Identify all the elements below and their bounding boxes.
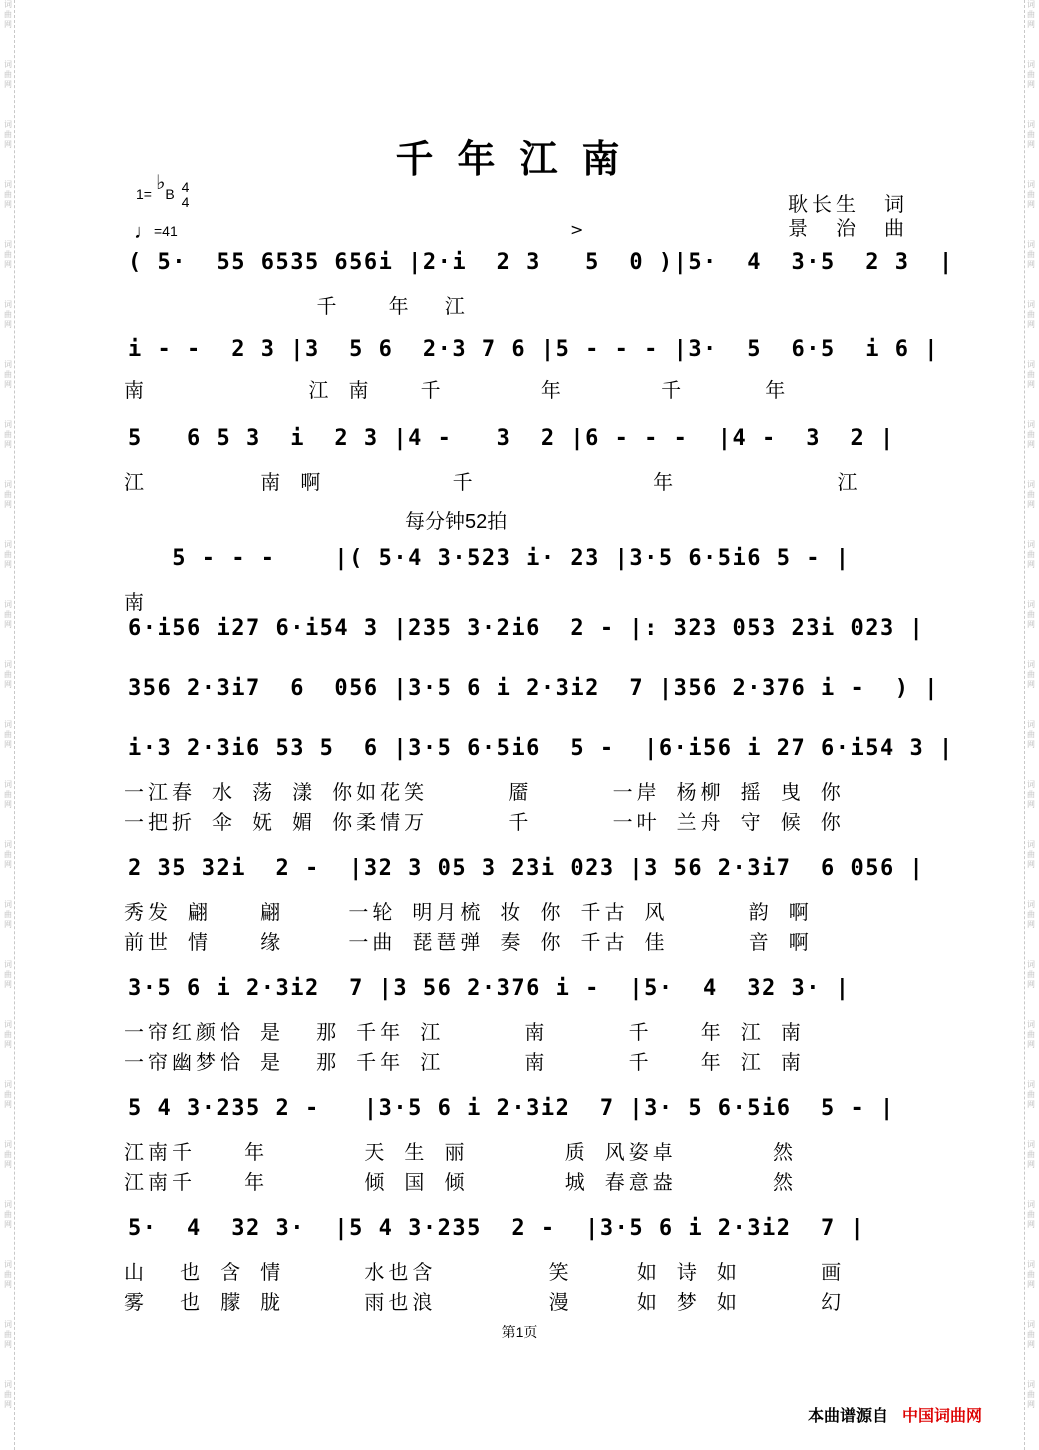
time-unit: 4 [181, 194, 190, 211]
lyric-line: 江 南 啊 千 年 江 [124, 470, 862, 494]
watermark-text: 词 曲 网 [4, 120, 12, 149]
watermark-text: 词 曲 网 [4, 660, 12, 689]
watermark-text: 词 曲 网 [4, 1080, 12, 1109]
lyric-line: 一把折 伞 妩 媚 你柔情万 千 一叶 兰舟 守 候 你 [124, 810, 845, 834]
tempo-marking [134, 219, 178, 242]
watermark-text: 词 曲 网 [1027, 540, 1035, 569]
watermark-text: 词 曲 网 [4, 1020, 12, 1049]
score-system [128, 426, 948, 466]
watermark-text: 词 曲 网 [1027, 600, 1035, 629]
quarter-note-icon: ♩ [134, 221, 154, 243]
score-system [128, 676, 948, 716]
tempo-value: =41 [154, 223, 178, 239]
lyric-line: 南 江 南 千 年 千 年 [124, 378, 790, 402]
lyric-line: 秀发 翩 翩 一轮 明月梳 妆 你 千古 风 韵 啊 [124, 900, 813, 924]
watermark-text: 词 曲 网 [4, 1140, 12, 1169]
watermark-text: 词 曲 网 [4, 1260, 12, 1289]
notation-line: 3·5 6 i 2·3i2 7 |3 56 2·376 i - |5· 4 32 3· | [128, 976, 851, 1001]
tempo-change: 每分钟52拍 [405, 511, 508, 533]
watermark-text: 词 曲 网 [1027, 480, 1035, 509]
watermark-text: 词 曲 网 [1027, 300, 1035, 329]
watermark-text: 词 曲 网 [1027, 420, 1035, 449]
notation-line: 6·i56 i27 6·i54 3 |235 3·2i6 2 - |: 323 053 23i 023 | [128, 616, 925, 641]
score-system [128, 736, 954, 776]
watermark-text: 词 曲 网 [4, 480, 12, 509]
watermark-text: 词 曲 网 [1027, 1140, 1035, 1169]
watermark-text: 词 曲 网 [1027, 960, 1035, 989]
notation-line: 5 6 5 3 i 2 3 |4 - 3 2 |6 - - - |4 - 3 2 | [128, 426, 895, 451]
notation-line: 5 4 3·235 2 - |3·5 6 i 2·3i2 7 |3· 5 6·5i6 5 - | [128, 1096, 895, 1121]
watermark-text: 词 曲 网 [4, 180, 12, 209]
watermark-text: 词 曲 网 [1027, 1080, 1035, 1109]
watermark-text: 词 曲 网 [4, 300, 12, 329]
lyric-line: 一帘红颜恰 是 那 千年 江 南 千 年 江 南 [124, 1020, 805, 1044]
source-brand[interactable]: 中国词曲网 [902, 1408, 983, 1425]
watermark-text: 词 曲 网 [4, 840, 12, 869]
watermark-text: 词 曲 网 [4, 720, 12, 749]
source-credit [808, 1403, 982, 1426]
lyric-line: 雾 也 朦 胧 雨也浪 漫 如 梦 如 幻 [124, 1290, 846, 1314]
watermark-text: 词 曲 网 [1027, 1200, 1035, 1229]
watermark-text: 词 曲 网 [1027, 1380, 1035, 1409]
score-system [128, 250, 954, 290]
watermark-text: 词 曲 网 [4, 960, 12, 989]
watermark-text: 词 曲 网 [1027, 120, 1035, 149]
watermark-text: 词 曲 网 [4, 540, 12, 569]
lyricist-credit: 耿长生 词 [788, 194, 908, 216]
watermark-text: 词 曲 网 [1027, 0, 1035, 29]
score-system [128, 1216, 948, 1256]
lyric-line: 一帘幽梦恰 是 那 千年 江 南 千 年 江 南 [124, 1050, 805, 1074]
notation-line: i - - 2 3 |3 5 6 2·3 7 6 |5 - - - |3· 5 6·5 i 6 | [128, 337, 939, 362]
watermark-text: 词 曲 网 [4, 1200, 12, 1229]
watermark-text: 词 曲 网 [4, 240, 12, 269]
watermark-text: 词 曲 网 [4, 420, 12, 449]
watermark-text: 词 曲 网 [1027, 1020, 1035, 1049]
score-system [128, 976, 948, 1016]
page-number: 第1页 [501, 1324, 538, 1340]
source-label: 本曲谱源自 [808, 1408, 889, 1425]
flat-icon: ♭ [155, 172, 166, 194]
notation-line: 2 35 32i 2 - |32 3 05 3 23i 023 |3 56 2·3i7 6 056 | [128, 856, 925, 881]
time-beats: 4 [181, 179, 190, 196]
notation-line: 5· 4 32 3· |5 4 3·235 2 - |3·5 6 i 2·3i2 7 | [128, 1216, 866, 1241]
watermark-text: 词 曲 网 [4, 600, 12, 629]
watermark-text: 词 曲 网 [4, 60, 12, 89]
notation-line: i·3 2·3i6 53 5 6 |3·5 6·5i6 5 - |6·i56 i 27 6·i54 3 | [128, 736, 954, 761]
watermark-text: 词 曲 网 [1027, 900, 1035, 929]
watermark-text: 词 曲 网 [1027, 60, 1035, 89]
watermark-text: 词 曲 网 [1027, 720, 1035, 749]
watermark-text: 词 曲 网 [1027, 780, 1035, 809]
time-signature [182, 180, 190, 210]
lyric-line: 前世 情 缘 一曲 琵琶弹 奏 你 千古 佳 音 啊 [124, 930, 813, 954]
key-prefix: 1= [136, 186, 152, 202]
accent-mark: > [570, 220, 584, 239]
score-system [128, 616, 948, 656]
notation-line: 356 2·3i7 6 056 |3·5 6 i 2·3i2 7 |356 2·376 i - ) | [128, 676, 939, 701]
notation-line: ( 5· 55 6535 656i |2·i 2 3 5 0 )|5· 4 3·5 2 3 | [128, 250, 954, 275]
lyric-line: 江南千 年 倾 国 倾 城 春意盎 然 [124, 1170, 797, 1194]
lyric-line: 山 也 含 情 水也含 笑 如 诗 如 画 [124, 1260, 846, 1284]
watermark-text: 词 曲 网 [1027, 360, 1035, 389]
lyric-line: 千 年 江 [124, 294, 469, 318]
score-system [128, 337, 948, 377]
watermark-text: 词 曲 网 [4, 0, 12, 29]
watermark-text: 词 曲 网 [1027, 1320, 1035, 1349]
watermark-text: 词 曲 网 [4, 360, 12, 389]
watermark-text: 词 曲 网 [4, 780, 12, 809]
watermark-text: 词 曲 网 [1027, 660, 1035, 689]
score-system [128, 546, 948, 586]
lyric-line: 江南千 年 天 生 丽 质 风姿卓 然 [124, 1140, 797, 1164]
watermark-text: 词 曲 网 [1027, 240, 1035, 269]
key-note: B [165, 186, 175, 202]
composer-credit: 景 治 曲 [788, 218, 908, 240]
watermark-text: 词 曲 网 [1027, 840, 1035, 869]
watermark-text: 词 曲 网 [4, 1320, 12, 1349]
song-title: 千年江南 [395, 136, 644, 181]
lyric-line: 南 [124, 590, 148, 614]
key-signature [136, 172, 190, 211]
score-system [128, 856, 948, 896]
watermark-text: 词 曲 网 [1027, 180, 1035, 209]
watermark-text: 词 曲 网 [1027, 1260, 1035, 1289]
lyric-line: 一江春 水 荡 漾 你如花笑 靥 一岸 杨柳 摇 曳 你 [124, 780, 845, 804]
watermark-text: 词 曲 网 [4, 1380, 12, 1409]
watermark-text: 词 曲 网 [4, 900, 12, 929]
notation-line: 5 - - - |( 5·4 3·523 i· 23 |3·5 6·5i6 5 - | [128, 546, 851, 571]
score-system [128, 1096, 948, 1136]
